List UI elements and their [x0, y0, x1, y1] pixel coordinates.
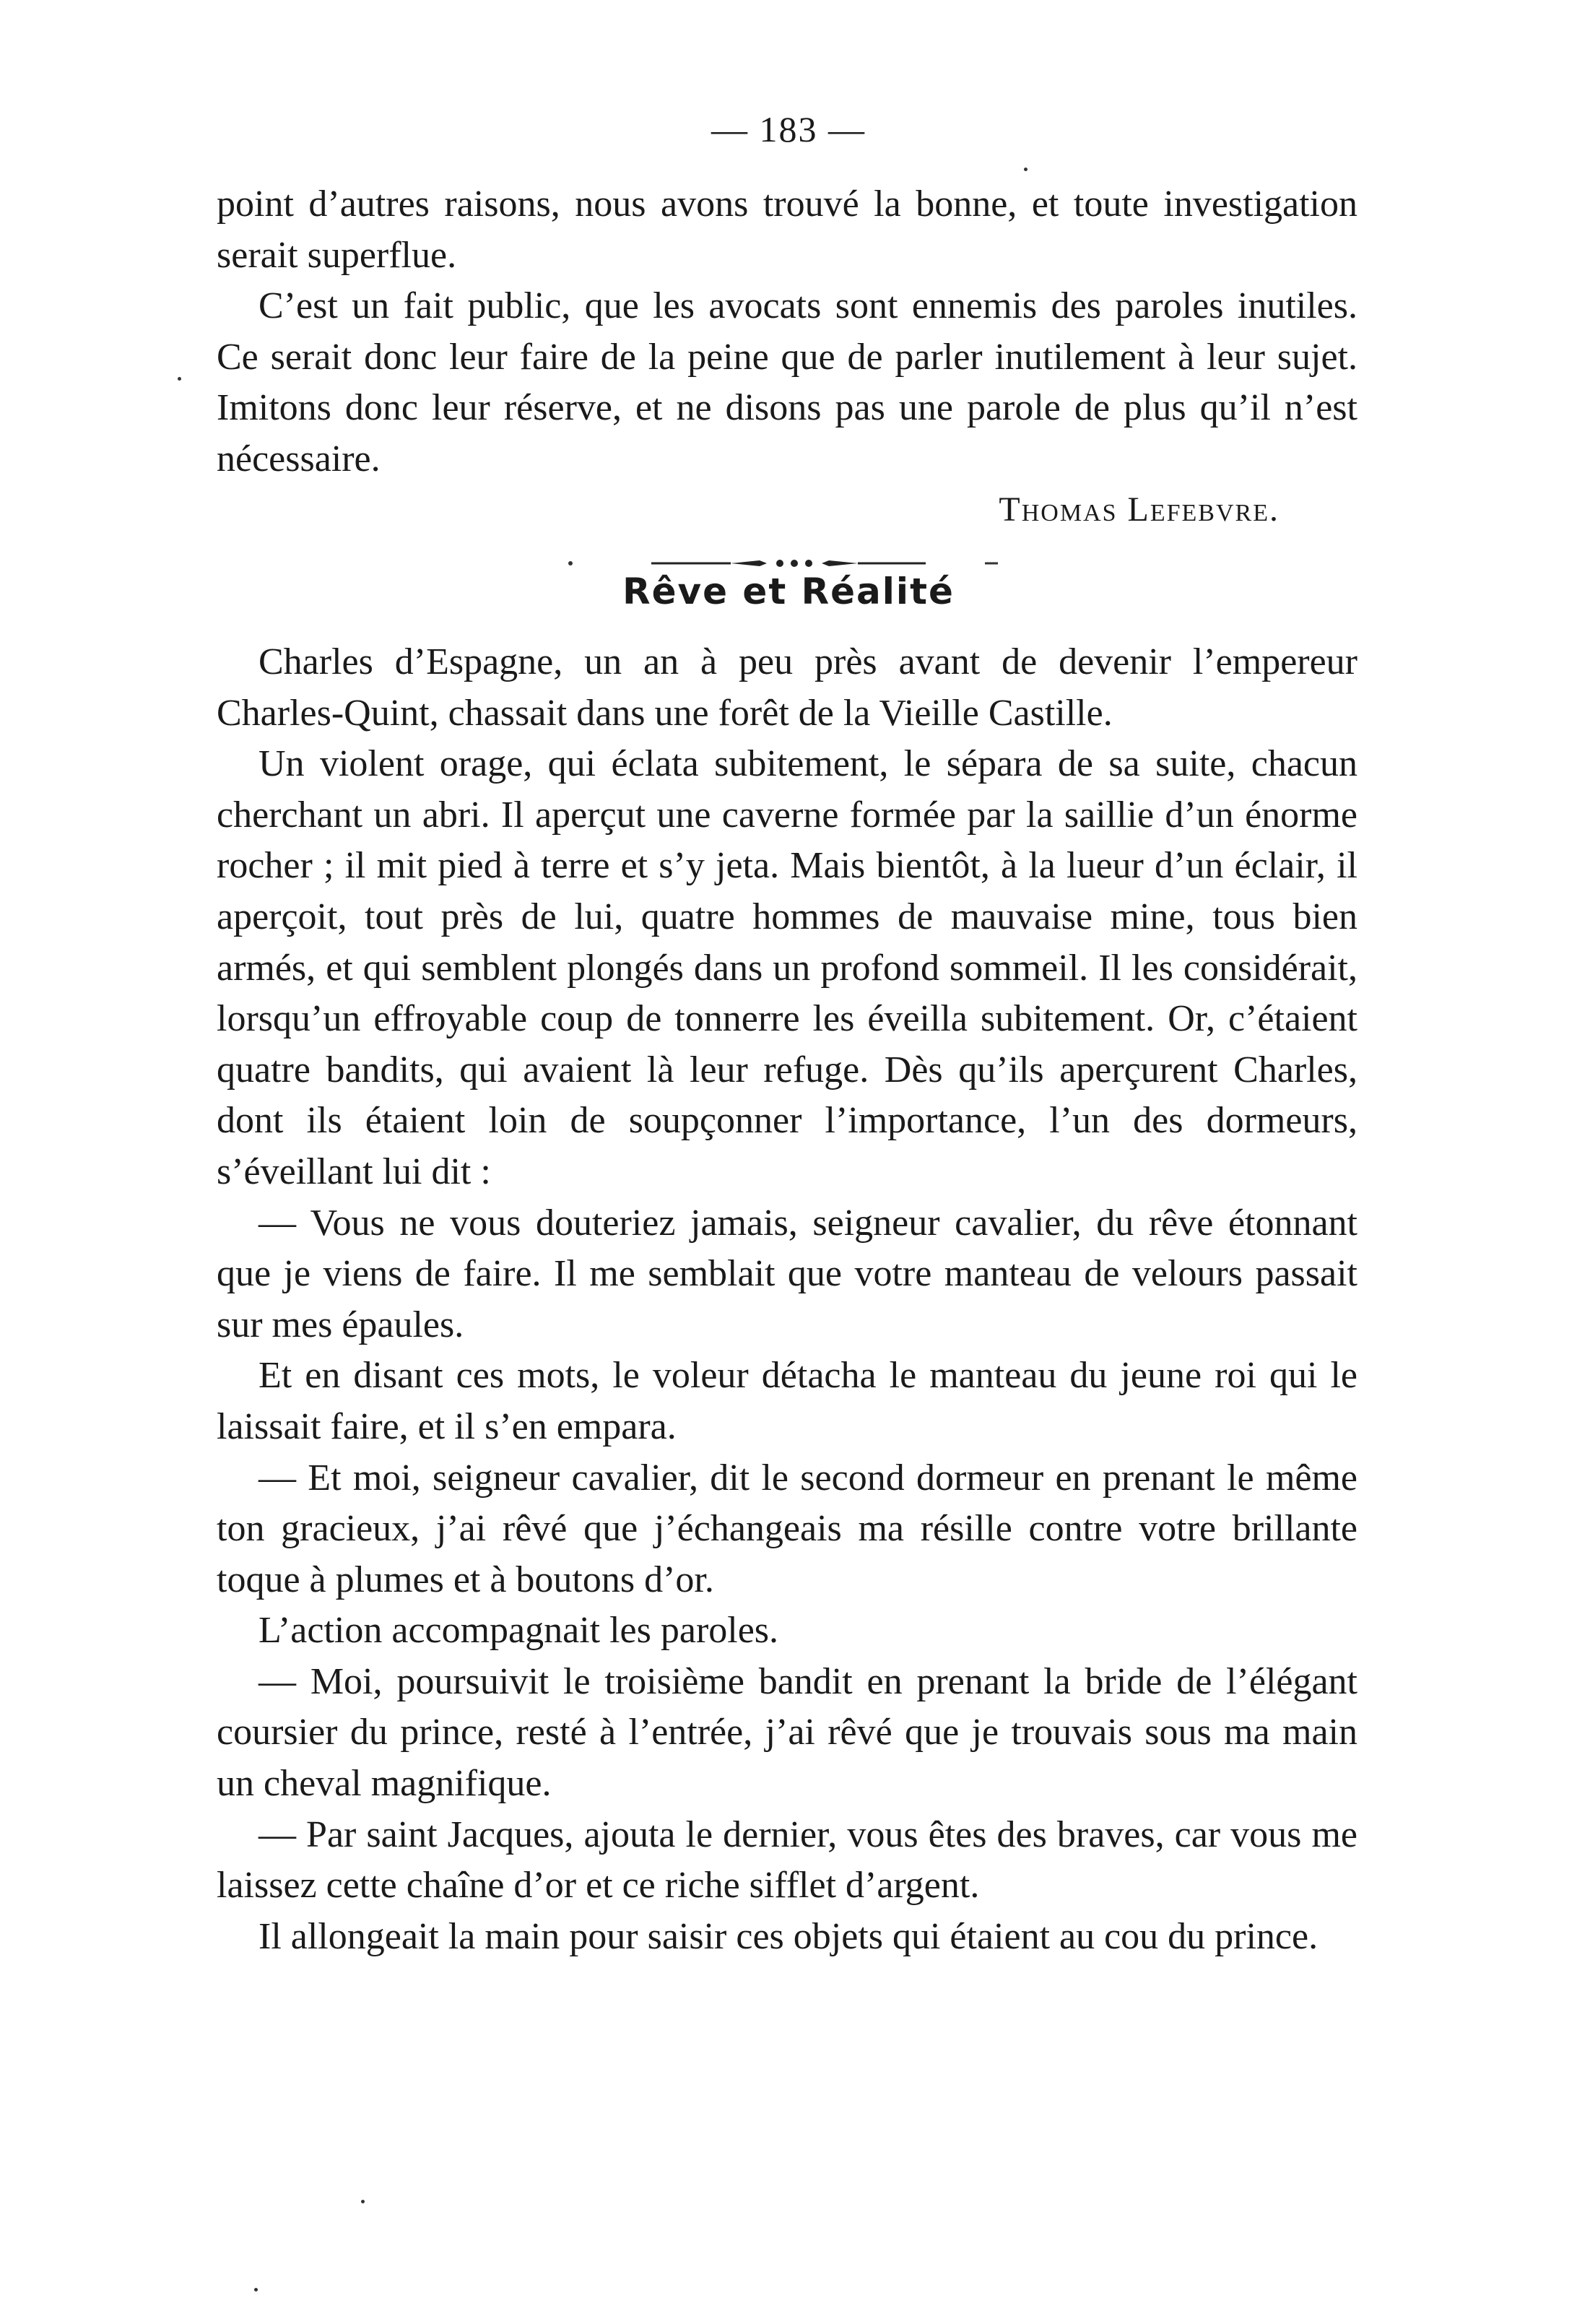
author-signature: Thomas Lefebvre. — [999, 490, 1280, 529]
print-speck — [178, 377, 181, 381]
paragraph: — Par saint Jacques, ajouta le dernier, vous êtes des braves, car vous me laissez cette chaîne d’or et ce riche sifflet d’argent. — [217, 1813, 1357, 1907]
print-speck — [361, 2200, 365, 2203]
story-text — [217, 637, 1357, 1962]
print-speck — [1024, 168, 1028, 171]
page-number: — 183 — — [711, 109, 866, 149]
section-title: Rêve et Réalité — [622, 571, 955, 612]
paragraph: L’action accompagnait les paroles. — [259, 1610, 779, 1652]
paragraph: Charles d’Espagne, un an à peu près avant de devenir l’empereur Charles-Quint, chassait dans une forêt de la Vieille Castille. — [217, 641, 1357, 734]
paragraph: — Et moi, seigneur cavalier, dit le second dormeur en prenant le même ton gracieux, j’ai rêvé que j’échangeais ma résille contre votre brillante toque à plumes et à boutons d’or. — [217, 1457, 1357, 1600]
paragraph: point d’autres raisons, nous avons trouvé la bonne, et toute investigation serait superflue. — [217, 183, 1357, 276]
paragraph: Un violent orage, qui éclata subitement, le sépara de sa suite, chacun cherchant un abri. Il aperçut une caverne formée par la saillie d’un énorme rocher ; il mit pied à terre et s’y jeta. Mais bientôt, à la lueur d’un éclair, il aperçoit, tout près de lui, quatre hommes de mauvaise mine, tous bien armés, et qui semblent plongés dans un profond sommeil. Il les considérait, lorsqu’un effroyable coup de tonnerre les éveilla subitement. Or, c’étaient quatre bandits, qui avaient là leur refuge. Dès qu’ils aperçurent Charles, dont ils étaient loin de soupçonner l’importance, l’un des dormeurs, s’éveillant lui dit : — [217, 743, 1357, 1192]
paragraph: Et en disant ces mots, le voleur détacha le manteau du jeune roi qui le laissait faire, et il s’en empara. — [217, 1355, 1357, 1447]
paragraph: — Vous ne vous douteriez jamais, seigneur cavalier, du rêve étonnant que je viens de faire. Il me semblait que votre manteau de velours passait sur mes épaules. — [217, 1202, 1357, 1345]
paragraph: — Moi, poursuivit le troisième bandit en prenant la bride de l’élégant coursier du prince, resté à l’entrée, j’ai rêvé que je trouvais sous ma main un cheval magnifique. — [217, 1660, 1357, 1805]
print-speck — [254, 2288, 258, 2292]
paragraph: Il allongeait la main pour saisir ces objets qui étaient au cou du prince. — [259, 1915, 1318, 1957]
preceding-article-text — [217, 179, 1357, 485]
paragraph: C’est un fait public, que les avocats sont ennemis des paroles inutiles. Ce serait donc leur faire de la peine que de parler inutilement à leur sujet. Imitons donc leur réserve, et ne disons pas une parole de plus qu’il n’est nécessaire. — [217, 285, 1357, 480]
